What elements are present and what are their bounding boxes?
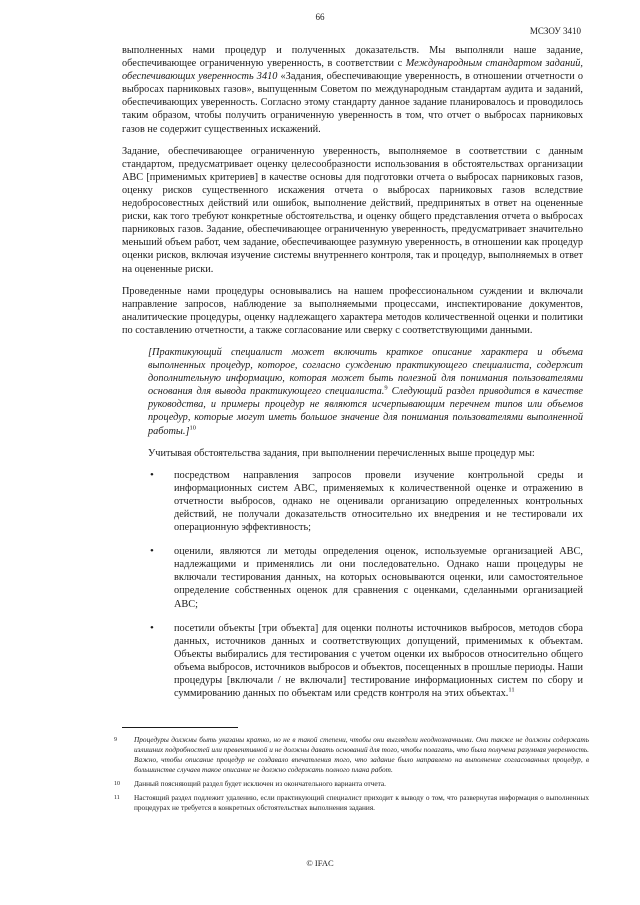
list-item xyxy=(122,469,583,534)
footnote-ref-9[interactable]: 9 xyxy=(384,384,388,392)
document-code: МСЗОУ 3410 xyxy=(529,26,581,36)
paragraph-procedures-evidence xyxy=(122,44,583,136)
paragraph-text: «Задания, обеспечивающие уверенность, в отношении отчетности о выбросах парниковых газов», выпущенным Советом по международным стандартам аудита и заданий, обеспечивающих уверенность. Согласно этому стандарту данное задание планировалось и проводилось таким образом, чтобы получить ограниченную уверенность в том, что отчет о выбросах парниковых газов не содержит существенных искажений. xyxy=(122,71,583,135)
list-item xyxy=(122,545,583,610)
paragraph-text: Следующий раздел приводится в качестве руководства, и примеры процедур не являются исчерпывающим перечнем типов или объемов процедур, которые могут иметь большое значение для понимания пользователями выполненной работы.] xyxy=(148,386,583,437)
footnote-number: 9 xyxy=(114,737,117,743)
footnotes-section xyxy=(114,735,589,817)
paragraph-limited-assurance: Задание, обеспечивающее ограниченную уверенность, выполняемое в соответствии с данным стандартом, предусматривает оценку целесообразности использования в обстоятельствах организации АВС [применимых критериев] в качестве основы для подготовки отчета о выбросах парниковых газов, оценку рисков существенного искажения отчета о выбросах парниковых газов вследствие недобросовестных действий или ошибок, выполнение действий, предпринятых в ответ на оцененные риски, как того требуют конкретные обстоятельства, и оценку общего представления отчета о выбросах парниковых газов. Задание, обеспечивающее ограниченную уверенность, предусматривает значительно меньший объем работ, чем задание, обеспечивающее разумную уверенность, в отношении как процедур оценки рисков, включая изучение системы внутреннего контроля, так и процедур, выполняемых в ответ на оцененные риски. xyxy=(122,145,583,275)
list-item-text: посетили объекты [три объекта] для оценки полноты источников выбросов, методов сбора данных, источников данных и соответствующих допущений, применимых к объектам. Объекты выбирались для тестирования с учетом оценки их выбросов относительно общего объема выбросов, источников выбросов и объектов, посещенных в прошлые периоды. Наши процедуры [включали / не включали] тестирование информационных систем по сбору и суммированию данных по объектам или средств контроля на этих объектах. xyxy=(174,622,583,700)
bullet-icon: • xyxy=(150,545,154,558)
bullet-icon: • xyxy=(150,468,154,481)
footnote-10 xyxy=(114,779,589,789)
bullet-icon: • xyxy=(150,621,154,634)
copyright: © IFAC xyxy=(306,858,334,868)
footnote-divider xyxy=(122,727,238,728)
footnote-text: Данный поясняющий раздел будет исключен из окончательного варианта отчета. xyxy=(134,779,386,788)
footnote-number: 11 xyxy=(114,795,120,801)
list-item xyxy=(122,622,583,701)
footnote-ref-11[interactable]: 11 xyxy=(508,686,515,694)
footnote-text: Настоящий раздел подлежит удалению, если практикующий специалист приходит к выводу о том, что развернутая информация о выполненных процедурах не требуется в конкретных обстоятельствах выполнения задания. xyxy=(134,793,589,812)
paragraph-procedures-basis: Проведенные нами процедуры основывались на нашем профессиональном суждении и включали направление запросов, наблюдение за выполняемыми процессами, инспектирование документов, аналитические процедуры, оценку надлежащего характера методов количественной оценки и политики по составлению отчетности, а также согласование или сверку с соответствующими данными. xyxy=(122,285,583,336)
standard-title: Международным стандартом заданий, обеспечивающих уверенность 3410 xyxy=(122,58,583,83)
report-body xyxy=(122,44,583,711)
paragraph-text: выполненных нами процедур и полученных доказательств. Мы выполняли наше задание, обеспечивающее ограниченную уверенность, в соответствии с xyxy=(122,45,583,70)
paragraph-text: [Практикующий специалист может включить краткое описание характера и объема выполненных процедур, которое, согласно суждению практикующего специалиста, содержит дополнительную информацию, которая может быть полезной для понимания пользователями основания для вывода практикующего специалиста. xyxy=(148,346,583,398)
paragraph-practitioner-note xyxy=(148,346,583,438)
footnote-9 xyxy=(114,735,589,775)
procedures-list xyxy=(122,469,583,701)
footnote-number: 10 xyxy=(114,781,120,787)
paragraph-circumstances: Учитывая обстоятельства задания, при выполнении перечисленных выше процедур мы: xyxy=(148,447,535,459)
footnote-text: Процедуры должны быть указаны кратко, но не в такой степени, чтобы они выглядели неоднозначными. Они также не должны содержать излишних подробностей или превентивной и не должны давать оснований для того, чтобы полагать, что была получена разумная уверенность. Важно, чтобы описание процедур не создавало впечатления того, что задание было направлено на выполнение согласованных процедур, в большинстве случаев такое описание не должно содержать полного плана работ. xyxy=(134,735,589,774)
list-item-text: оценили, являются ли методы определения оценок, используемые организацией АВС, надлежащими и применялись ли они последовательно. Однако наши процедуры не включали тестирования данных, на которых основываются оценки, или самостоятельное определение собственных оценок для сравнения с оценками, сделанными организацией АВС; xyxy=(174,546,583,610)
footnote-ref-10[interactable]: 10 xyxy=(189,424,196,432)
page-number: 66 xyxy=(315,12,325,22)
list-item-text: посредством направления запросов провели изучение контрольной среды и информационных систем АВС, применяемых к количественной оценке и отражению в отчетности выбросов, однако не оценивали организацию определенных контрольных действий, не получали доказательств относительно их внедрения и не тестировали их операционную эффективность; xyxy=(174,469,583,534)
footnote-11 xyxy=(114,793,589,813)
